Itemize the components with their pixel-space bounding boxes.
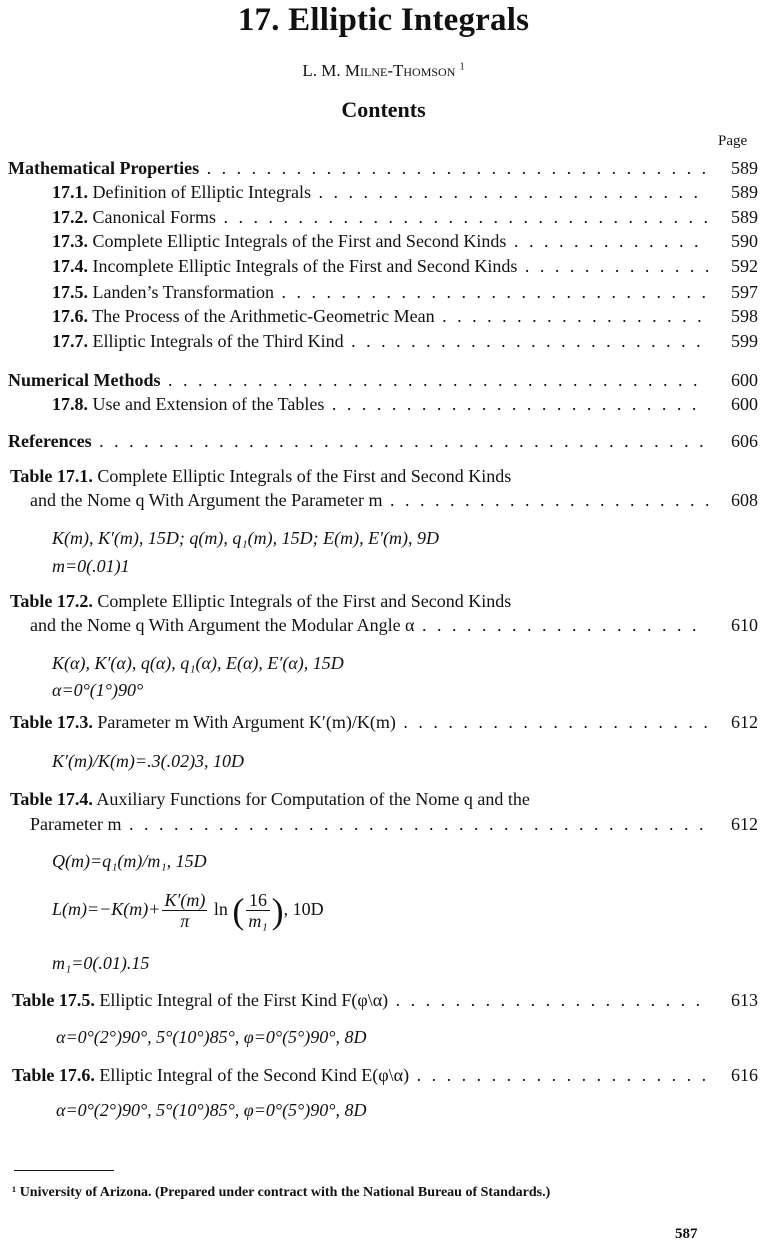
- item-number: 17.8.: [52, 394, 88, 414]
- page-number: 610: [731, 615, 758, 635]
- table-17-4-spec-q: Q(m)=q₁(m)/m₁, 15D: [52, 851, 207, 871]
- page-column-label: Page: [718, 133, 748, 149]
- contents-heading: Contents: [341, 97, 426, 122]
- author-initials: L. M.: [302, 61, 345, 80]
- page-number: 612: [731, 712, 758, 732]
- fraction-numerator: 16: [246, 890, 269, 911]
- page-number: 589: [731, 158, 758, 178]
- section-title: References: [8, 431, 92, 451]
- item-number: 17.3.: [52, 231, 88, 251]
- item-number: 17.6.: [52, 306, 88, 326]
- table-label: Table 17.4.: [10, 789, 93, 809]
- item-number: 17.2.: [52, 207, 88, 227]
- footnote: ¹ University of Arizona. (Prepared under contract with the National Bureau of Standards.): [12, 1185, 551, 1200]
- page-number: 590: [731, 231, 758, 251]
- table-17-3-title[interactable]: [0, 711, 767, 733]
- page-number: 613: [731, 990, 758, 1010]
- table-17-6-spec: α=0°(2°)90°, 5°(10°)85°, φ=0°(5°)90°, 8D: [56, 1100, 367, 1120]
- table-title-line: Complete Elliptic Integrals of the First and Second Kinds: [97, 466, 512, 486]
- formula-part: L(m)=−K(m)+: [52, 899, 161, 919]
- table-title-line: Complete Elliptic Integrals of the First and Second Kinds: [97, 591, 512, 611]
- page-number: 608: [731, 490, 758, 510]
- page-number: 597: [731, 282, 758, 302]
- fraction-numerator: K′(m): [164, 890, 206, 911]
- table-17-5-spec: α=0°(2°)90°, 5°(10°)85°, φ=0°(5°)90°, 8D: [56, 1027, 367, 1047]
- table-title-line: Elliptic Integral of the Second Kind E(φ\α): [99, 1065, 410, 1085]
- page-number: 589: [731, 207, 758, 227]
- close-paren: ): [271, 890, 284, 931]
- item-title: Landen’s Transformation: [92, 282, 274, 302]
- page-number: 589: [731, 182, 758, 202]
- item-title: Definition of Elliptic Integrals: [92, 182, 311, 202]
- page-number: 598: [731, 306, 758, 326]
- table-17-5-title[interactable]: [0, 989, 767, 1011]
- fraction-denominator: π: [180, 911, 190, 932]
- table-label: Table 17.6.: [12, 1065, 95, 1085]
- fraction: [246, 890, 269, 931]
- page-number: 592: [731, 256, 758, 276]
- table-17-1-range: m=0(.01)1: [52, 556, 130, 576]
- toc-section-math-properties[interactable]: [0, 157, 767, 179]
- toc-item[interactable]: [0, 393, 767, 415]
- toc-item[interactable]: [0, 230, 767, 252]
- author-name: Milne-Thomson: [344, 61, 456, 80]
- table-17-2-title[interactable]: [10, 590, 511, 612]
- toc-section-references[interactable]: [0, 430, 767, 452]
- toc-item[interactable]: [0, 281, 767, 303]
- page-number: 616: [731, 1065, 758, 1085]
- fraction-denominator: m₁: [248, 911, 268, 932]
- item-number: 17.4.: [52, 256, 88, 276]
- table-17-1-title-cont[interactable]: [0, 489, 767, 511]
- item-title: Use and Extension of the Tables: [92, 394, 325, 414]
- toc-item[interactable]: [0, 330, 767, 352]
- item-title: Elliptic Integrals of the Third Kind: [92, 331, 344, 351]
- item-number: 17.1.: [52, 182, 88, 202]
- page-number: 612: [731, 814, 758, 834]
- table-17-4-range: m₁=0(.01).15: [52, 953, 150, 973]
- item-number: 17.7.: [52, 331, 88, 351]
- table-17-1-spec: K(m), K′(m), 15D; q(m), q₁(m), 15D; E(m), E′(m), 9D: [52, 528, 440, 548]
- table-title-line: Parameter m With Argument K′(m)/K(m): [97, 712, 396, 732]
- table-label: Table 17.5.: [12, 990, 95, 1010]
- table-title-line: Parameter m: [30, 814, 122, 834]
- page-number: 600: [731, 394, 758, 414]
- section-title: Mathematical Properties: [8, 158, 200, 178]
- chapter-title: 17. Elliptic Integrals: [237, 2, 530, 38]
- table-title-line: and the Nome q With Argument the Parameter m: [30, 490, 383, 510]
- open-paren: (: [232, 890, 245, 931]
- item-number: 17.5.: [52, 282, 88, 302]
- item-title: Canonical Forms: [92, 207, 216, 227]
- item-title: Incomplete Elliptic Integrals of the First and Second Kinds: [92, 256, 518, 276]
- toc-section-numerical-methods[interactable]: [0, 369, 767, 391]
- toc-item[interactable]: [0, 206, 767, 228]
- item-title: The Process of the Arithmetic-Geometric Mean: [92, 306, 435, 326]
- table-17-2-spec: K(α), K′(α), q(α), q₁(α), E(α), E′(α), 15D: [52, 653, 344, 673]
- author-line: [0, 61, 767, 81]
- table-title-line: and the Nome q With Argument the Modular Angle α: [30, 615, 415, 635]
- fraction: [162, 890, 207, 931]
- author-footnote-mark: 1: [459, 61, 465, 73]
- section-title: Numerical Methods: [8, 370, 161, 390]
- page-number: 599: [731, 331, 758, 351]
- table-label: Table 17.1.: [10, 466, 93, 486]
- table-title-line: Elliptic Integral of the First Kind F(φ\α): [99, 990, 389, 1010]
- page-number: 606: [731, 431, 758, 451]
- table-17-1-title[interactable]: [10, 465, 511, 487]
- table-17-4-spec-l: [52, 884, 324, 934]
- table-17-2-title-cont[interactable]: [0, 614, 767, 636]
- formula-part: , 10D: [283, 899, 324, 919]
- item-title: Complete Elliptic Integrals of the First and Second Kinds: [92, 231, 507, 251]
- table-17-2-range: α=0°(1°)90°: [52, 680, 144, 700]
- table-17-4-title[interactable]: [10, 788, 530, 810]
- table-title-line: Auxiliary Functions for Computation of the Nome q and the: [96, 789, 530, 809]
- table-17-6-title[interactable]: [0, 1064, 767, 1086]
- table-17-3-spec: K′(m)/K(m)=.3(.02)3, 10D: [52, 751, 245, 771]
- table-label: Table 17.3.: [10, 712, 93, 732]
- footnote-rule: [14, 1170, 114, 1171]
- toc-item[interactable]: [0, 255, 767, 277]
- page-number: 600: [731, 370, 758, 390]
- toc-item[interactable]: [0, 181, 767, 203]
- ln-symbol: ln: [209, 899, 233, 919]
- table-label: Table 17.2.: [10, 591, 93, 611]
- toc-item[interactable]: [0, 305, 767, 327]
- page-folio: 587: [675, 1226, 698, 1242]
- table-17-4-title-cont[interactable]: [0, 813, 767, 835]
